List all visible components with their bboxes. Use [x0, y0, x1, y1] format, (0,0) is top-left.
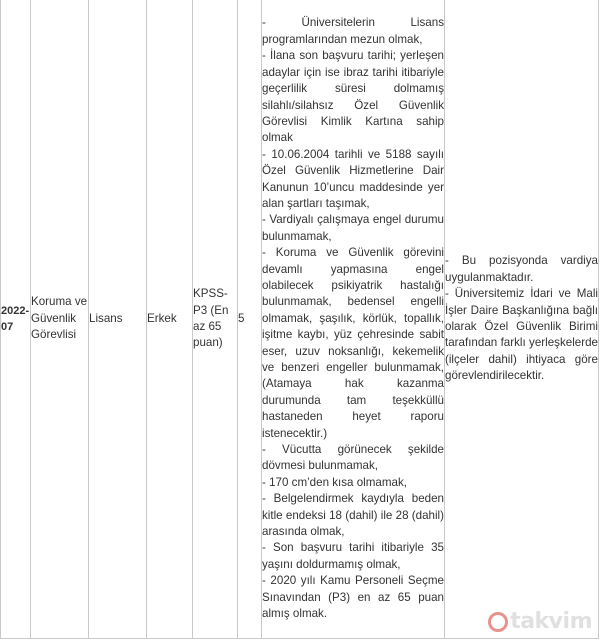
position-title: Koruma ve Güvenlik Görevlisi: [31, 295, 88, 342]
position-code-cell: [1, 0, 31, 639]
notes-cell: [445, 0, 599, 639]
note-item: - Üniversitemiz İdari ve Mali İşler Daire Başkanlığına bağlı olarak Özel Güvenlik Birimi tarafından farklı yerleşkelerde (ilçeler dahil) ihtiyaca göre görevlendirilecektir.: [445, 287, 598, 383]
requirement-item: - Belgelendirmek kaydıyla beden kitle endeksi 18 (dahil) ile 28 (dahil) arasında olmak,: [262, 492, 444, 539]
position-code: 2022-07: [1, 304, 30, 333]
table-row: [1, 0, 599, 639]
requirement-item: - 10.06.2004 tarihli ve 5188 sayılı Özel Güvenlik Hizmetlerine Dair Kanunun 10’uncu maddesinde yer alan şartları taşımak,: [262, 147, 444, 210]
requirement-item: - Son başvuru tarihi itibariyle 35 yaşını doldurmamış olmak,: [262, 541, 444, 571]
takvim-watermark: [488, 609, 592, 634]
education-cell: [89, 0, 147, 639]
requirement-item: - Koruma ve Güvenlik görevini devamlı yapmasına engel olabilecek psikiyatrik hastalığı bulunmamak, bedensel engelli olmamak, şaşılık, körlük, topallık, işitme kaybı, yüz çehresinde sabit eser, uzuv noksanlığı, kekemelik ve benzeri engeller bulunmamak, (Atamaya hak kazanma durumunda tam teşekküllü hastaneden heyet raporu istenecektir.): [262, 246, 444, 440]
gender: Erkek: [147, 311, 177, 325]
count-cell: [238, 0, 262, 639]
gender-cell: [147, 0, 193, 639]
requirements-cell: [262, 0, 445, 639]
requirement-item: - Vücutta görünecek şekilde dövmesi bulunmamak,: [262, 443, 444, 473]
requirement-item: - 170 cm’den kısa olmamak,: [262, 475, 407, 489]
education-level: Lisans: [89, 311, 123, 325]
position-count: 5: [238, 311, 245, 325]
position-title-cell: [31, 0, 89, 639]
note-item: - Bu pozisyonda vardiya uygulanmaktadır.: [445, 254, 598, 284]
requirement-item: - İlana son başvuru tarihi; yerleşen adaylar için ise ibraz tarihi itibariyle geçerlilik süresi dolmamış silahlı/silahsız Özel Güvenlik Görevlisi Kimlik Kartına sahip olmak: [262, 49, 444, 145]
requirement-item: - Vardiyalı çalışmaya engel durumu bulunmamak,: [262, 213, 444, 243]
requirement-item: - Üniversitelerin Lisans programlarından mezun olmak,: [262, 16, 444, 46]
exam-requirement: KPSS-P3 (En az 65 puan): [193, 287, 229, 350]
takvim-logo-icon: [488, 612, 508, 632]
watermark-text: takvim: [510, 609, 592, 634]
requirement-item: - 2020 yılı Kamu Personeli Seçme Sınavından (P3) en az 65 puan almış olmak.: [262, 574, 444, 621]
exam-cell: [193, 0, 238, 639]
